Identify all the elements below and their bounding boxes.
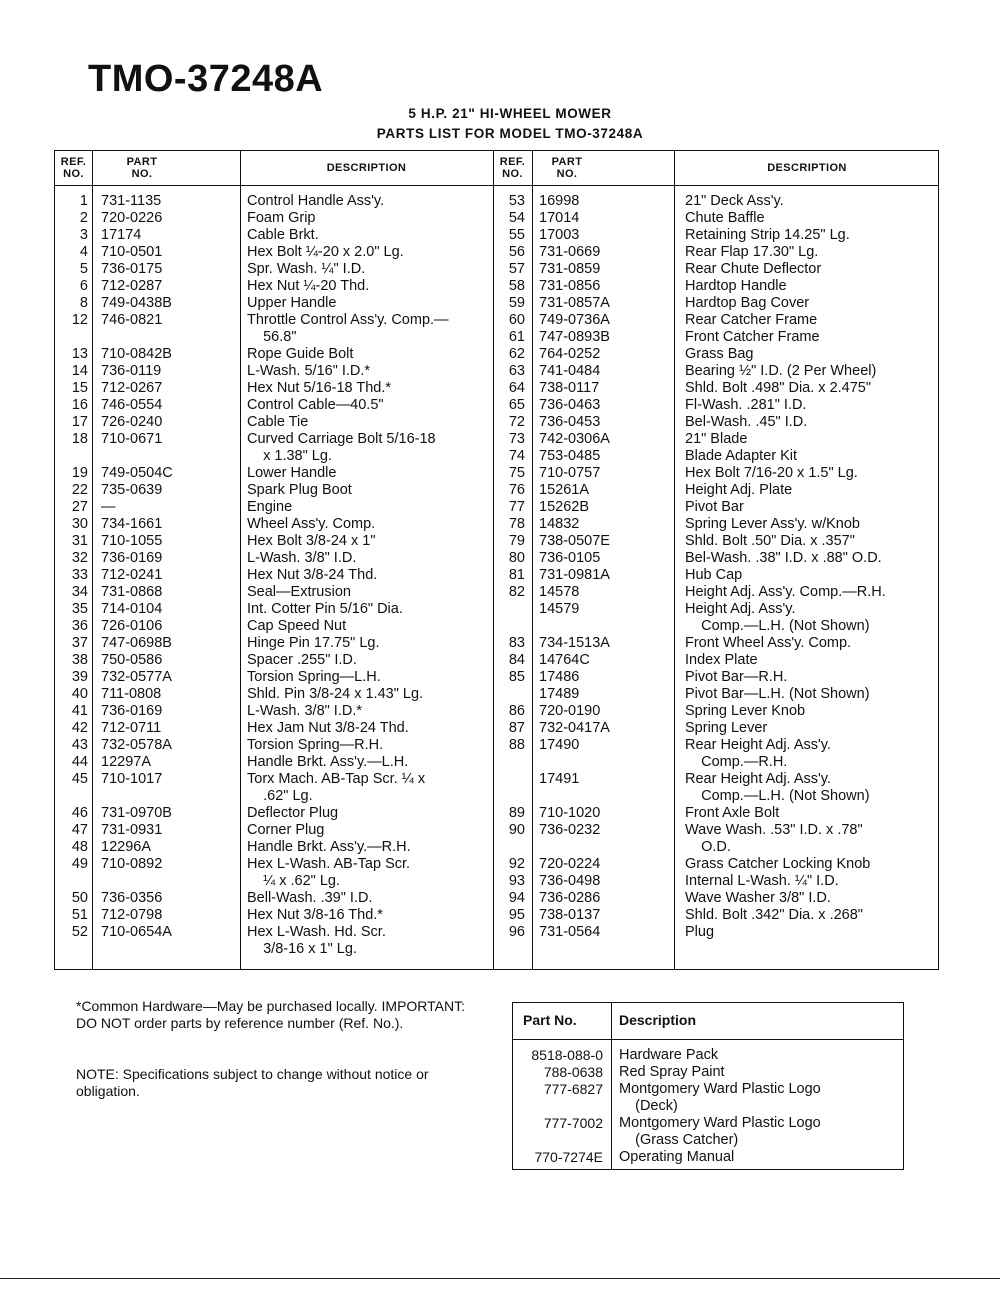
parts-row-part-no: 736-0286 <box>539 890 601 906</box>
parts-row-description: Wave Washer 3/8" I.D. <box>685 890 831 906</box>
parts-row-part-no: 736-0356 <box>101 890 163 906</box>
parts-row-description: Wave Wash. .53" I.D. x .78" <box>685 822 863 838</box>
parts-row-part-no: 736-0498 <box>539 873 601 889</box>
parts-row-ref: 54 <box>508 210 525 226</box>
header-part-no: PART NO. <box>551 156 583 180</box>
column-divider <box>611 1003 612 1169</box>
parts-row-description: Hub Cap <box>685 567 743 583</box>
parts-row-part-no: 731-0981A <box>539 567 610 583</box>
parts-row-description: Hex Nut 3/8-16 Thd.* <box>247 907 383 923</box>
header-part-no: PART NO. <box>126 156 158 180</box>
parts-row-description: Height Adj. Plate <box>685 482 793 498</box>
parts-row-part-no: 12297A <box>101 754 151 770</box>
parts-row-part-no: 15262B <box>539 499 589 515</box>
parts-row-description: Hex Nut ¼-20 Thd. <box>247 278 370 294</box>
parts-row-description: Front Wheel Ass'y. Comp. <box>685 635 852 651</box>
parts-row-part-no: 732-0417A <box>539 720 610 736</box>
parts-row-description: L-Wash. 5/16" I.D.* <box>247 363 371 379</box>
parts-row-ref: 86 <box>508 703 525 719</box>
parts-row-ref: 72 <box>508 414 525 430</box>
parts-row-ref: 3 <box>79 227 88 243</box>
parts-row-description: Hex Bolt 3/8-24 x 1" <box>247 533 376 549</box>
parts-row-ref: 18 <box>71 431 88 447</box>
parts-row-ref: 27 <box>71 499 88 515</box>
parts-row-description: Hex L-Wash. AB-Tap Scr. <box>247 856 411 872</box>
parts-row-part-no: 731-0859 <box>539 261 601 277</box>
parts-row-description: Comp.—L.H. (Not Shown) <box>685 788 870 804</box>
parts-row-ref: 2 <box>79 210 88 226</box>
parts-row-description: ¼ x .62" Lg. <box>247 873 341 889</box>
parts-row-description: Hex Bolt ¼-20 x 2.0" Lg. <box>247 244 404 260</box>
parts-row-part-no: 750-0586 <box>101 652 163 668</box>
parts-row-description: Chute Baffle <box>685 210 765 226</box>
header-description: DESCRIPTION <box>326 162 407 174</box>
parts-row-part-no: 712-0241 <box>101 567 163 583</box>
parts-row-part-no: 16998 <box>539 193 580 209</box>
parts-row-ref: 37 <box>71 635 88 651</box>
parts-row-description: Control Cable—40.5" <box>247 397 384 413</box>
parts-row-description: Rope Guide Bolt <box>247 346 354 362</box>
parts-row-part-no: 17014 <box>539 210 580 226</box>
parts-row-part-no: 731-0970B <box>101 805 172 821</box>
parts-row-ref: 40 <box>71 686 88 702</box>
parts-row-ref: 30 <box>71 516 88 532</box>
parts-row-ref: 74 <box>508 448 525 464</box>
column-divider <box>92 151 93 969</box>
parts-row-ref: 38 <box>71 652 88 668</box>
hardware-header-part-no: Part No. <box>523 1012 577 1028</box>
parts-row-ref: 88 <box>508 737 525 753</box>
hardware-row-description: Montgomery Ward Plastic Logo <box>619 1081 821 1097</box>
document-subtitle-parts-list: PARTS LIST FOR MODEL TMO-37248A <box>376 126 644 141</box>
parts-row-ref: 76 <box>508 482 525 498</box>
parts-row-part-no: 726-0106 <box>101 618 163 634</box>
parts-row-part-no: 712-0287 <box>101 278 163 294</box>
parts-row-part-no: 714-0104 <box>101 601 163 617</box>
parts-row-description: Pivot Bar—L.H. (Not Shown) <box>685 686 870 702</box>
parts-row-part-no: 736-0105 <box>539 550 601 566</box>
parts-row-ref: 42 <box>71 720 88 736</box>
parts-row-description: Rear Chute Deflector <box>685 261 822 277</box>
parts-row-description: .62" Lg. <box>247 788 313 804</box>
hardware-row-description: (Deck) <box>619 1098 678 1114</box>
parts-row-ref: 59 <box>508 295 525 311</box>
hardware-header-description: Description <box>619 1012 697 1028</box>
parts-row-part-no: 753-0485 <box>539 448 601 464</box>
parts-row-description: Cable Brkt. <box>247 227 319 243</box>
parts-row-ref <box>55 448 88 465</box>
parts-row-part-no: 747-0698B <box>101 635 172 651</box>
parts-row-ref <box>493 601 525 618</box>
parts-row-ref: 93 <box>508 873 525 889</box>
parts-row-ref: 5 <box>79 261 88 277</box>
parts-row-ref: 39 <box>71 669 88 685</box>
parts-row-ref: 47 <box>71 822 88 838</box>
parts-row-part-no: 731-0856 <box>539 278 601 294</box>
parts-row-part-no: 710-0654A <box>101 924 172 940</box>
parts-row-part-no: 17003 <box>539 227 580 243</box>
parts-row-ref: 46 <box>71 805 88 821</box>
parts-row-part-no: 710-0671 <box>101 431 163 447</box>
parts-row-ref: 16 <box>71 397 88 413</box>
parts-row-ref: 95 <box>508 907 525 923</box>
parts-row-ref: 64 <box>508 380 525 396</box>
parts-row-ref: 44 <box>71 754 88 770</box>
parts-row-description: Grass Bag <box>685 346 754 362</box>
parts-row-description: Hex Jam Nut 3/8-24 Thd. <box>247 720 409 736</box>
parts-row-ref: 61 <box>508 329 525 345</box>
parts-row-description: Fl-Wash. .281" I.D. <box>685 397 807 413</box>
parts-row-description: Hex Nut 5/16-18 Thd.* <box>247 380 392 396</box>
parts-row-description: Torx Mach. AB-Tap Scr. ¼ x <box>247 771 426 787</box>
parts-row-description: Bel-Wash. .45" I.D. <box>685 414 808 430</box>
parts-row-ref: 19 <box>71 465 88 481</box>
parts-row-part-no: 736-0232 <box>539 822 601 838</box>
parts-row-part-no: 736-0453 <box>539 414 601 430</box>
parts-row-ref: 85 <box>508 669 525 685</box>
parts-row-description: L-Wash. 3/8" I.D. <box>247 550 357 566</box>
parts-row-description: Spring Lever Knob <box>685 703 806 719</box>
parts-row-part-no: 749-0736A <box>539 312 610 328</box>
parts-row-ref: 89 <box>508 805 525 821</box>
parts-row-part-no: 731-1135 <box>101 193 162 209</box>
parts-row-ref: 51 <box>71 907 88 923</box>
parts-row-description: Hinge Pin 17.75" Lg. <box>247 635 380 651</box>
parts-row-ref <box>493 686 525 703</box>
parts-row-part-no: 736-0169 <box>101 550 163 566</box>
parts-row-ref: 81 <box>508 567 525 583</box>
parts-row-ref <box>55 788 88 805</box>
parts-row-description: Control Handle Ass'y. <box>247 193 385 209</box>
hardware-row-description: Operating Manual <box>619 1149 735 1165</box>
parts-row-description: Pivot Bar <box>685 499 744 515</box>
parts-row-description: Retaining Strip 14.25" Lg. <box>685 227 850 243</box>
hardware-row-description: Red Spray Paint <box>619 1064 725 1080</box>
parts-row-part-no: 726-0240 <box>101 414 163 430</box>
hardware-row-part-no: 777-7002 <box>543 1115 603 1131</box>
parts-row-description: Bell-Wash. .39" I.D. <box>247 890 373 906</box>
parts-row-ref <box>55 873 88 890</box>
parts-row-ref: 33 <box>71 567 88 583</box>
hardware-row-part-no: 8518-088-0 <box>531 1047 603 1063</box>
parts-row-description: Spacer .255" I.D. <box>247 652 357 668</box>
parts-row-description: Comp.—L.H. (Not Shown) <box>685 618 870 634</box>
common-hardware-note: *Common Hardware—May be purchased locally. IMPORTANT: DO NOT order parts by reference number (Ref. No.). <box>76 998 466 1031</box>
parts-row-part-no: 747-0893B <box>539 329 610 345</box>
parts-row-part-no: 731-0564 <box>539 924 601 940</box>
parts-row-description: Handle Brkt. Ass'y.—R.H. <box>247 839 411 855</box>
parts-row-description: 21" Deck Ass'y. <box>685 193 784 209</box>
parts-row-ref: 8 <box>79 295 88 311</box>
parts-row-ref: 75 <box>508 465 525 481</box>
parts-row-description: 56.8" <box>247 329 297 345</box>
parts-row-description: Spark Plug Boot <box>247 482 352 498</box>
parts-row-part-no: 741-0484 <box>539 363 601 379</box>
parts-row-description: Lower Handle <box>247 465 337 481</box>
parts-row-ref: 17 <box>71 414 88 430</box>
parts-row-part-no: 764-0252 <box>539 346 601 362</box>
hardware-row-description: (Grass Catcher) <box>619 1132 739 1148</box>
parts-row-part-no: 712-0798 <box>101 907 163 923</box>
parts-row-ref: 60 <box>508 312 525 328</box>
parts-row-ref: 35 <box>71 601 88 617</box>
parts-row-description: Comp.—R.H. <box>685 754 788 770</box>
parts-row-part-no: 710-0501 <box>101 244 163 260</box>
parts-row-description: Height Adj. Ass'y. <box>685 601 796 617</box>
parts-row-ref: 45 <box>71 771 88 787</box>
parts-row-part-no: 720-0190 <box>539 703 601 719</box>
parts-row-part-no: 736-0119 <box>101 363 162 379</box>
parts-row-ref: 62 <box>508 346 525 362</box>
parts-row-description: Shld. Bolt .498" Dia. x 2.475" <box>685 380 872 396</box>
parts-row-ref: 92 <box>508 856 525 872</box>
parts-row-ref: 87 <box>508 720 525 736</box>
parts-row-description: Wheel Ass'y. Comp. <box>247 516 376 532</box>
parts-row-part-no: 710-1055 <box>101 533 163 549</box>
parts-row-description: Hex L-Wash. Hd. Scr. <box>247 924 386 940</box>
parts-row-description: Foam Grip <box>247 210 316 226</box>
parts-row-ref: 34 <box>71 584 88 600</box>
hardware-table <box>512 1002 904 1170</box>
parts-row-part-no: 17491 <box>539 771 580 787</box>
parts-row-part-no: 746-0554 <box>101 397 163 413</box>
parts-row-ref <box>493 839 525 856</box>
parts-row-part-no: 736-0463 <box>539 397 601 413</box>
parts-row-description: 3/8-16 x 1" Lg. <box>247 941 357 957</box>
specifications-note: NOTE: Specifications subject to change without notice or obligation. <box>76 1066 429 1099</box>
parts-row-ref: 63 <box>508 363 525 379</box>
parts-row-ref: 41 <box>71 703 88 719</box>
parts-row-part-no: 731-0669 <box>539 244 601 260</box>
parts-row-description: Pivot Bar—R.H. <box>685 669 788 685</box>
parts-row-description: Plug <box>685 924 715 940</box>
parts-row-part-no: 735-0639 <box>101 482 163 498</box>
parts-row-part-no: 14579 <box>539 601 580 617</box>
parts-row-ref: 84 <box>508 652 525 668</box>
parts-row-description: Rear Height Adj. Ass'y. <box>685 737 831 753</box>
parts-row-part-no: 710-1020 <box>539 805 601 821</box>
parts-row-part-no: 736-0175 <box>101 261 163 277</box>
parts-row-ref: 77 <box>508 499 525 515</box>
parts-row-part-no: 746-0821 <box>101 312 163 328</box>
parts-row-description: Deflector Plug <box>247 805 339 821</box>
header-ref-no: REF. NO. <box>60 156 87 180</box>
parts-row-description: Index Plate <box>685 652 758 668</box>
parts-row-ref: 43 <box>71 737 88 753</box>
parts-row-ref: 31 <box>71 533 88 549</box>
parts-row-description: Bearing ½" I.D. (2 Per Wheel) <box>685 363 877 379</box>
parts-row-part-no: 731-0868 <box>101 584 163 600</box>
parts-row-description: Bel-Wash. .38" I.D. x .88" O.D. <box>685 550 882 566</box>
parts-row-description: L-Wash. 3/8" I.D.* <box>247 703 363 719</box>
parts-row-part-no: 710-0892 <box>101 856 163 872</box>
parts-row-description: Hardtop Bag Cover <box>685 295 810 311</box>
parts-row-description: Shld. Bolt .50" Dia. x .357" <box>685 533 855 549</box>
parts-row-part-no: 12296A <box>101 839 151 855</box>
parts-row-ref: 52 <box>71 924 88 940</box>
parts-row-ref: 12 <box>71 312 88 328</box>
parts-row-description: Seal—Extrusion <box>247 584 351 600</box>
parts-row-ref: 90 <box>508 822 525 838</box>
parts-row-ref: 13 <box>71 346 88 362</box>
parts-row-part-no: 732-0578A <box>101 737 172 753</box>
parts-row-ref <box>55 329 88 346</box>
parts-row-description: Engine <box>247 499 293 515</box>
parts-row-part-no: 712-0711 <box>101 720 162 736</box>
parts-row-ref: 1 <box>79 193 88 209</box>
parts-row-description: Shld. Bolt .342" Dia. x .268" <box>685 907 863 923</box>
parts-row-ref: 4 <box>79 244 88 260</box>
parts-row-ref: 78 <box>508 516 525 532</box>
parts-row-part-no: 710-0842B <box>101 346 172 362</box>
parts-row-ref <box>493 771 525 788</box>
parts-row-ref: 32 <box>71 550 88 566</box>
parts-row-part-no: 17490 <box>539 737 580 753</box>
column-divider <box>674 151 675 969</box>
parts-row-ref: 58 <box>508 278 525 294</box>
parts-table <box>54 150 939 970</box>
parts-row-ref: 80 <box>508 550 525 566</box>
parts-row-part-no: 720-0224 <box>539 856 601 872</box>
parts-row-part-no: 17486 <box>539 669 580 685</box>
parts-row-description: Rear Height Adj. Ass'y. <box>685 771 831 787</box>
model-title: TMO-37248A <box>88 58 324 100</box>
hardware-row-part-no: 788-0638 <box>543 1064 603 1080</box>
parts-row-ref <box>493 754 525 771</box>
header-rule <box>513 1039 903 1040</box>
parts-row-ref: 65 <box>508 397 525 413</box>
parts-row-ref: 79 <box>508 533 525 549</box>
parts-row-ref: 73 <box>508 431 525 447</box>
parts-row-description: Blade Adapter Kit <box>685 448 798 464</box>
parts-row-description: Hardtop Handle <box>685 278 787 294</box>
parts-row-part-no: 742-0306A <box>539 431 610 447</box>
parts-row-ref: 96 <box>508 924 525 940</box>
parts-row-description: Rear Catcher Frame <box>685 312 818 328</box>
hardware-row-part-no: 770-7274E <box>534 1149 603 1165</box>
parts-row-description: Throttle Control Ass'y. Comp.— <box>247 312 449 328</box>
parts-row-ref: 50 <box>71 890 88 906</box>
parts-row-part-no: 711-0808 <box>101 686 162 702</box>
parts-row-description: Hex Nut 3/8-24 Thd. <box>247 567 378 583</box>
hardware-row-description: Hardware Pack <box>619 1047 719 1063</box>
parts-row-ref: 53 <box>508 193 525 209</box>
parts-row-description: Shld. Pin 3/8-24 x 1.43" Lg. <box>247 686 424 702</box>
parts-row-ref: 15 <box>71 380 88 396</box>
header-ref-no: REF. NO. <box>499 156 526 180</box>
parts-row-description: Grass Catcher Locking Knob <box>685 856 871 872</box>
parts-row-part-no: 14578 <box>539 584 580 600</box>
column-divider <box>532 151 533 969</box>
parts-row-ref: 94 <box>508 890 525 906</box>
parts-row-description: Spr. Wash. ¼" I.D. <box>247 261 366 277</box>
parts-row-ref: 82 <box>508 584 525 600</box>
parts-row-part-no: 738-0507E <box>539 533 610 549</box>
parts-row-description: Spring Lever <box>685 720 768 736</box>
parts-row-part-no: 731-0857A <box>539 295 610 311</box>
parts-row-description: Front Catcher Frame <box>685 329 820 345</box>
parts-row-description: Handle Brkt. Ass'y.—L.H. <box>247 754 409 770</box>
parts-row-part-no: 720-0226 <box>101 210 163 226</box>
parts-row-description: Internal L-Wash. ¼" I.D. <box>685 873 839 889</box>
parts-row-ref: 57 <box>508 261 525 277</box>
parts-row-ref: 36 <box>71 618 88 634</box>
parts-row-part-no: 710-1017 <box>101 771 163 787</box>
parts-row-ref <box>493 618 525 635</box>
parts-row-description: x 1.38" Lg. <box>247 448 332 464</box>
document-subtitle: 5 H.P. 21" HI-WHEEL MOWER <box>408 106 612 121</box>
parts-row-description: O.D. <box>685 839 731 855</box>
parts-row-description: Front Axle Bolt <box>685 805 780 821</box>
parts-row-part-no: 15261A <box>539 482 589 498</box>
parts-row-ref: 48 <box>71 839 88 855</box>
parts-row-description: Torsion Spring—L.H. <box>247 669 381 685</box>
parts-row-ref: 6 <box>79 278 88 294</box>
parts-row-part-no: 736-0169 <box>101 703 163 719</box>
parts-row-description: Corner Plug <box>247 822 325 838</box>
parts-row-part-no: 731-0931 <box>101 822 163 838</box>
parts-row-description: Hex Bolt 7/16-20 x 1.5" Lg. <box>685 465 858 481</box>
parts-row-ref: 55 <box>508 227 525 243</box>
page-bottom-rule <box>0 1278 1000 1279</box>
parts-row-ref: 56 <box>508 244 525 260</box>
parts-row-ref: 83 <box>508 635 525 651</box>
parts-row-ref <box>493 788 525 805</box>
parts-row-description: Cable Tie <box>247 414 309 430</box>
parts-row-ref <box>55 941 88 958</box>
hardware-row-description: Montgomery Ward Plastic Logo <box>619 1115 821 1131</box>
parts-row-part-no: 712-0267 <box>101 380 163 396</box>
parts-row-description: Rear Flap 17.30" Lg. <box>685 244 819 260</box>
parts-row-part-no: 738-0117 <box>539 380 600 396</box>
parts-row-part-no: 14832 <box>539 516 580 532</box>
parts-row-description: Height Adj. Ass'y. Comp.—R.H. <box>685 584 886 600</box>
parts-row-part-no: 732-0577A <box>101 669 172 685</box>
parts-row-part-no: 17174 <box>101 227 142 243</box>
header-rule <box>55 185 938 186</box>
hardware-row-part-no: 777-6827 <box>543 1081 603 1097</box>
parts-row-ref: 49 <box>71 856 88 872</box>
parts-row-description: Curved Carriage Bolt 5/16-18 <box>247 431 436 447</box>
parts-row-description: 21" Blade <box>685 431 748 447</box>
parts-row-part-no: 749-0504C <box>101 465 173 481</box>
parts-row-part-no: 17489 <box>539 686 580 702</box>
parts-row-part-no: 749-0438B <box>101 295 172 311</box>
parts-row-part-no: — <box>101 499 116 515</box>
parts-row-part-no: 738-0137 <box>539 907 601 923</box>
parts-row-description: Upper Handle <box>247 295 337 311</box>
parts-row-description: Cap Speed Nut <box>247 618 347 634</box>
parts-row-part-no: 710-0757 <box>539 465 601 481</box>
parts-row-part-no: 14764C <box>539 652 590 668</box>
parts-row-ref: 22 <box>71 482 88 498</box>
parts-row-part-no: 734-1661 <box>101 516 163 532</box>
column-divider <box>240 151 241 969</box>
parts-row-ref: 14 <box>71 363 88 379</box>
header-description: DESCRIPTION <box>767 162 847 174</box>
parts-row-description: Spring Lever Ass'y. w/Knob <box>685 516 860 532</box>
parts-row-description: Torsion Spring—R.H. <box>247 737 384 753</box>
parts-row-part-no: 734-1513A <box>539 635 610 651</box>
parts-row-description: Int. Cotter Pin 5/16" Dia. <box>247 601 403 617</box>
